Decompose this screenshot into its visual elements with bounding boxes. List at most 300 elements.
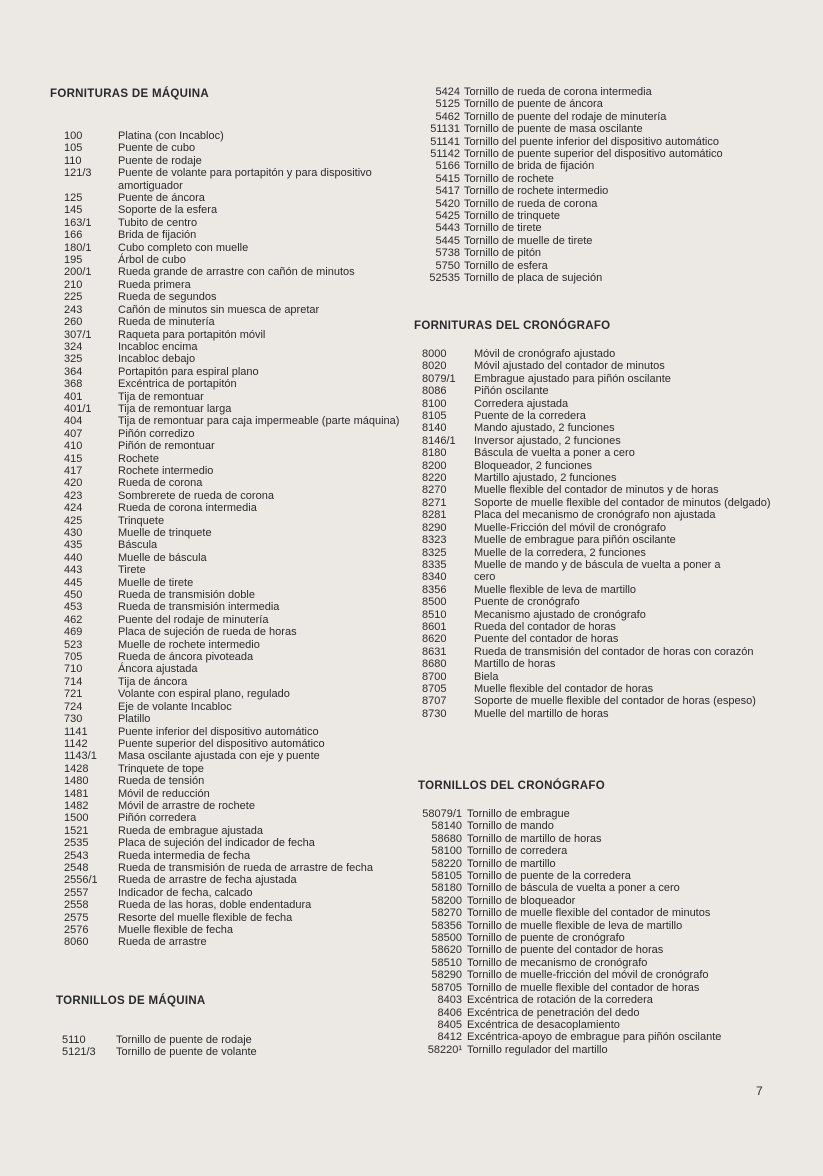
part-description: Tornillo de báscula de vuelta a poner a cero bbox=[467, 882, 680, 895]
part-code: 324 bbox=[64, 340, 83, 353]
list-item bbox=[64, 341, 420, 353]
part-description: Puente de cubo bbox=[118, 142, 196, 155]
list-item bbox=[64, 515, 420, 527]
list-item bbox=[412, 870, 778, 882]
list-item bbox=[64, 688, 420, 700]
list-item bbox=[412, 272, 782, 284]
list-item bbox=[422, 348, 774, 360]
list-item bbox=[422, 547, 774, 559]
list-item bbox=[412, 111, 782, 123]
part-description: Rueda de transmisión intermedia bbox=[118, 601, 280, 614]
part-code: 1500 bbox=[64, 812, 89, 825]
part-description: Rueda de corona bbox=[118, 477, 203, 490]
part-description: Móvil de cronógrafo ajustado bbox=[474, 348, 616, 360]
list-item bbox=[64, 316, 420, 328]
part-description: Rochete bbox=[118, 452, 159, 465]
part-description: Soporte de muelle flexible del contador de minutos (delgado) bbox=[474, 496, 771, 509]
list-item bbox=[64, 812, 420, 824]
part-code: 8325 bbox=[422, 546, 447, 559]
list-item bbox=[422, 671, 774, 683]
part-code: 2576 bbox=[64, 924, 89, 936]
list-item bbox=[422, 621, 774, 633]
list-item bbox=[64, 254, 420, 266]
list-item bbox=[64, 837, 420, 849]
part-description: Rueda grande de arrastre con cañón de minutos bbox=[118, 266, 355, 279]
part-description: Excéntrica de rotación de la corredera bbox=[467, 994, 653, 1007]
list-item bbox=[412, 1044, 778, 1056]
list-item bbox=[64, 788, 420, 800]
part-description: Tornillo de puente de rodaje bbox=[116, 1034, 252, 1046]
part-code: 1143/1 bbox=[64, 750, 97, 763]
part-code: 58356 bbox=[431, 919, 462, 932]
list-item bbox=[412, 86, 782, 98]
list-item bbox=[412, 920, 778, 932]
part-description: Incabloc encima bbox=[118, 340, 198, 353]
list-item bbox=[412, 98, 782, 110]
part-description: Mecanismo ajustado de cronógrafo bbox=[474, 608, 646, 621]
part-description: Masa oscilante ajustada con eje y puente bbox=[118, 750, 320, 763]
chrono-parts-list bbox=[422, 348, 774, 720]
part-code: 724 bbox=[64, 700, 83, 713]
list-item bbox=[64, 440, 420, 452]
list-item bbox=[412, 820, 778, 832]
part-description: Tija de remontuar larga bbox=[118, 402, 232, 415]
list-item bbox=[64, 874, 420, 886]
part-description: Rueda de corona intermedia bbox=[118, 502, 257, 515]
part-description: Tornillo de rochete bbox=[464, 172, 554, 185]
part-description: Cubo completo con muelle bbox=[118, 241, 249, 254]
part-code: 8705 bbox=[422, 682, 447, 695]
list-item bbox=[64, 552, 420, 564]
list-item bbox=[422, 385, 774, 397]
part-description: Tornillo de muelle flexible del contador de minutos bbox=[467, 907, 711, 920]
machine-screws-list-right bbox=[412, 86, 782, 285]
list-item bbox=[64, 353, 420, 365]
part-description: Muelle flexible del contador de minutos y de horas bbox=[474, 484, 719, 497]
part-code: 8180 bbox=[422, 447, 447, 460]
part-description: Puente superior del dispositivo automático bbox=[118, 737, 325, 750]
list-item bbox=[422, 646, 774, 658]
list-item bbox=[64, 676, 420, 688]
part-code: 368 bbox=[64, 378, 83, 391]
part-description: Tornillo de mando bbox=[467, 820, 554, 833]
list-item bbox=[422, 559, 774, 571]
list-item bbox=[64, 763, 420, 775]
list-item bbox=[64, 403, 420, 415]
part-description: Martillo ajustado, 2 funciones bbox=[474, 472, 617, 485]
part-code: 2557 bbox=[64, 886, 89, 899]
list-item bbox=[422, 596, 774, 608]
list-item bbox=[64, 639, 420, 651]
part-code: 443 bbox=[64, 564, 83, 577]
part-description: Corredera ajustada bbox=[474, 397, 569, 410]
part-description: Rueda de arrastre de fecha ajustada bbox=[118, 874, 297, 887]
part-code: 1481 bbox=[64, 787, 89, 800]
list-item bbox=[64, 465, 420, 477]
part-code: 453 bbox=[64, 601, 83, 614]
part-description: Tornillo de puente de volante bbox=[116, 1046, 257, 1059]
list-item bbox=[64, 601, 420, 613]
part-code: 58510 bbox=[431, 956, 462, 969]
part-description: Puente del rodaje de minutería bbox=[118, 613, 269, 626]
part-code: 462 bbox=[64, 613, 83, 626]
part-description: Báscula de vuelta a poner a cero bbox=[474, 447, 635, 460]
part-code: 424 bbox=[64, 502, 83, 515]
part-description: Árbol de cubo bbox=[118, 254, 186, 267]
part-description: Tornillo de placa de sujeción bbox=[464, 272, 603, 285]
part-code: 8412 bbox=[437, 1031, 462, 1044]
part-code: 58620 bbox=[431, 944, 462, 957]
part-code: 523 bbox=[64, 638, 83, 651]
list-item bbox=[422, 534, 774, 546]
part-code: 51142 bbox=[430, 148, 460, 161]
part-description: Tornillo de puente del contador de horas bbox=[467, 944, 664, 957]
list-item bbox=[422, 373, 774, 385]
list-item bbox=[64, 899, 420, 911]
part-code: 125 bbox=[64, 192, 83, 205]
part-description: Puente de la corredera bbox=[474, 410, 586, 423]
part-code: 58705 bbox=[431, 981, 462, 994]
part-code: 105 bbox=[64, 142, 83, 155]
machine-screws-list-left bbox=[62, 1034, 362, 1059]
list-item bbox=[422, 435, 774, 447]
part-code: 423 bbox=[64, 489, 83, 502]
list-item bbox=[412, 260, 782, 272]
list-item bbox=[422, 584, 774, 596]
part-code: 8406 bbox=[437, 1006, 462, 1019]
part-description: Tornillo de puente de cronógrafo bbox=[467, 932, 625, 945]
part-description: Indicador de fecha, calcado bbox=[118, 886, 253, 899]
part-code: 58200 bbox=[431, 894, 462, 907]
list-item bbox=[422, 695, 774, 707]
part-description: Áncora ajustada bbox=[118, 663, 198, 676]
part-description: Muelle de tirete bbox=[118, 576, 194, 589]
part-code: 5445 bbox=[435, 234, 460, 247]
part-description: Tornillo del puente inferior del dispositivo automático bbox=[464, 135, 719, 148]
part-code: 8105 bbox=[422, 410, 447, 423]
part-code: 445 bbox=[64, 576, 83, 589]
list-item bbox=[64, 329, 420, 341]
list-item bbox=[64, 279, 420, 291]
part-code: 8000 bbox=[422, 348, 447, 360]
part-code: 5110 bbox=[62, 1034, 86, 1046]
part-description: Muelle flexible de fecha bbox=[118, 924, 233, 936]
list-item bbox=[412, 882, 778, 894]
part-code: 401/1 bbox=[64, 402, 92, 415]
part-description: Muelle flexible del contador de horas bbox=[474, 682, 654, 695]
list-item bbox=[422, 509, 774, 521]
part-description: Rueda de arrastre bbox=[118, 936, 207, 949]
list-item bbox=[64, 453, 420, 465]
part-code: 8730 bbox=[422, 707, 447, 720]
part-code: 58220 bbox=[431, 857, 462, 870]
part-description: Rueda intermedia de fecha bbox=[118, 849, 251, 862]
part-code: 163/1 bbox=[64, 216, 92, 229]
part-code: 8146/1 bbox=[422, 434, 456, 447]
list-item bbox=[64, 825, 420, 837]
part-description: Placa de sujeción del indicador de fecha bbox=[118, 837, 315, 850]
part-code: 8510 bbox=[422, 608, 447, 621]
part-description: Puente de rodaje bbox=[118, 154, 202, 167]
part-code: 8601 bbox=[422, 620, 447, 633]
part-description: Rueda de áncora pivoteada bbox=[118, 651, 254, 664]
part-code: 200/1 bbox=[64, 266, 92, 279]
part-code: 52535 bbox=[429, 272, 460, 285]
list-item bbox=[64, 242, 420, 254]
part-description: cero bbox=[474, 571, 496, 584]
list-item bbox=[64, 167, 420, 192]
part-description: Muelle de rochete intermedio bbox=[118, 638, 260, 651]
list-item bbox=[64, 750, 420, 762]
part-description: Tornillo de mecanismo de cronógrafo bbox=[467, 956, 648, 969]
part-code: 435 bbox=[64, 539, 83, 552]
part-code: 307/1 bbox=[64, 328, 92, 341]
part-description: Incabloc debajo bbox=[118, 353, 196, 366]
list-item bbox=[412, 1031, 778, 1043]
part-code: 110 bbox=[64, 154, 82, 167]
part-code: 5424 bbox=[435, 86, 460, 98]
list-item bbox=[422, 633, 774, 645]
part-code: 714 bbox=[64, 675, 83, 688]
part-code: 417 bbox=[64, 464, 83, 477]
part-code: 100 bbox=[64, 130, 83, 142]
part-code: 180/1 bbox=[64, 241, 92, 254]
part-code: 8200 bbox=[422, 459, 447, 472]
list-item bbox=[412, 198, 782, 210]
part-code: 1480 bbox=[64, 775, 89, 788]
part-code: 364 bbox=[64, 365, 83, 378]
part-description: Rueda de las horas, doble endentadura bbox=[118, 899, 312, 912]
list-item bbox=[64, 378, 420, 390]
part-description: Móvil de arrastre de rochete bbox=[118, 799, 255, 812]
part-code: 425 bbox=[64, 514, 83, 527]
part-code: 401 bbox=[64, 390, 83, 403]
part-code: 8079/1 bbox=[422, 372, 456, 385]
page-number: 7 bbox=[756, 1084, 763, 1098]
list-item bbox=[64, 229, 420, 241]
part-code: 8290 bbox=[422, 521, 447, 534]
list-item bbox=[64, 428, 420, 440]
part-description: Tornillo de muelle flexible del contador de horas bbox=[467, 981, 700, 994]
part-description: Inversor ajustado, 2 funciones bbox=[474, 434, 621, 447]
part-description: Trinquete bbox=[118, 514, 165, 527]
part-code: 8403 bbox=[437, 994, 462, 1007]
list-item bbox=[64, 415, 420, 427]
part-description: Móvil ajustado del contador de minutos bbox=[474, 360, 665, 373]
part-description: Rueda de segundos bbox=[118, 291, 217, 304]
part-code: 407 bbox=[64, 427, 83, 440]
list-item bbox=[422, 683, 774, 695]
part-code: 166 bbox=[64, 229, 83, 242]
list-item bbox=[412, 1007, 778, 1019]
part-code: 1141 bbox=[64, 725, 88, 738]
part-code: 721 bbox=[64, 688, 83, 701]
list-item bbox=[64, 713, 420, 725]
part-description: Puente del contador de horas bbox=[474, 633, 619, 646]
part-code: 1482 bbox=[64, 799, 89, 812]
part-code: 121/3 bbox=[64, 167, 92, 180]
part-description: Puente de volante para portapitón y para dispositivo amortiguador bbox=[118, 167, 372, 192]
part-code: 58105 bbox=[431, 870, 462, 883]
list-item bbox=[64, 217, 420, 229]
part-code: 5417 bbox=[435, 185, 460, 198]
part-description: Tornillo de muelle-fricción del móvil de cronógrafo bbox=[467, 969, 709, 982]
part-description: Volante con espiral plano, regulado bbox=[118, 688, 290, 701]
list-item bbox=[64, 192, 420, 204]
part-code: 260 bbox=[64, 316, 83, 329]
part-code: 8220 bbox=[422, 472, 447, 485]
list-item bbox=[64, 850, 420, 862]
list-item bbox=[64, 862, 420, 874]
part-description: Rochete intermedio bbox=[118, 464, 214, 477]
part-description: Excéntrica de portapitón bbox=[118, 378, 237, 391]
list-item bbox=[422, 422, 774, 434]
list-item bbox=[422, 460, 774, 472]
list-item bbox=[412, 185, 782, 197]
part-code: 210 bbox=[64, 278, 83, 291]
part-code: 2535 bbox=[64, 837, 89, 850]
list-item bbox=[422, 484, 774, 496]
list-item bbox=[412, 247, 782, 259]
part-code: 404 bbox=[64, 415, 83, 428]
part-code: 410 bbox=[64, 440, 83, 453]
list-item bbox=[64, 155, 420, 167]
part-description: Trinquete de tope bbox=[118, 762, 204, 775]
part-code: 2548 bbox=[64, 861, 89, 874]
list-item bbox=[64, 651, 420, 663]
list-item bbox=[412, 160, 782, 172]
list-item bbox=[412, 136, 782, 148]
part-description: Piñón oscilante bbox=[474, 385, 549, 398]
chrono-screws-list bbox=[412, 808, 778, 1056]
part-code: 8707 bbox=[422, 695, 447, 708]
part-code: 8271 bbox=[422, 496, 447, 509]
part-description: Placa del mecanismo de cronógrafo non ajustada bbox=[474, 509, 716, 522]
list-item bbox=[412, 833, 778, 845]
part-description: Rueda de embrague ajustada bbox=[118, 824, 263, 837]
machine-parts-list bbox=[64, 130, 420, 949]
part-code: 51141 bbox=[430, 135, 460, 148]
list-item bbox=[422, 708, 774, 720]
part-code: 8631 bbox=[422, 645, 447, 658]
part-code: 5121/3 bbox=[62, 1046, 96, 1059]
part-code: 8700 bbox=[422, 670, 447, 683]
part-code: 58100 bbox=[431, 845, 462, 858]
list-item bbox=[422, 609, 774, 621]
part-code: 5425 bbox=[435, 210, 460, 223]
part-code: 2543 bbox=[64, 849, 89, 862]
part-description: Móvil de reducción bbox=[118, 787, 210, 800]
part-description: Tija de remontuar para caja impermeable (parte máquina) bbox=[118, 415, 400, 428]
part-description: Tornillo de martillo de horas bbox=[467, 832, 602, 845]
part-description: Rueda de transmisión doble bbox=[118, 589, 255, 602]
part-code: 8020 bbox=[422, 360, 447, 373]
part-code: 5415 bbox=[435, 172, 460, 185]
list-item bbox=[64, 366, 420, 378]
part-description: Tornillo de pitón bbox=[464, 247, 542, 260]
part-description: Piñón corredizo bbox=[118, 427, 195, 440]
list-item bbox=[64, 738, 420, 750]
list-item bbox=[412, 210, 782, 222]
part-code: 58140 bbox=[431, 820, 462, 833]
part-description: Tornillo de rueda de corona intermedia bbox=[464, 86, 652, 98]
list-item bbox=[64, 626, 420, 638]
part-code: 5462 bbox=[435, 110, 460, 123]
list-item bbox=[412, 845, 778, 857]
part-description: Platillo bbox=[118, 713, 151, 726]
part-description: Tirete bbox=[118, 564, 146, 577]
list-item bbox=[412, 895, 778, 907]
part-description: Biela bbox=[474, 670, 499, 683]
part-code: 58680 bbox=[431, 832, 462, 845]
list-item bbox=[412, 932, 778, 944]
list-item bbox=[62, 1034, 362, 1046]
part-description: Tornillo de trinquete bbox=[464, 210, 561, 223]
part-description: Tornillo de brida de fijación bbox=[464, 160, 595, 173]
part-code: 8340 bbox=[422, 571, 447, 584]
part-description: Soporte de la esfera bbox=[118, 204, 218, 217]
part-code: 5166 bbox=[435, 160, 460, 173]
list-item bbox=[64, 142, 420, 154]
list-item bbox=[412, 123, 782, 135]
part-code: 1521 bbox=[64, 824, 89, 837]
list-item bbox=[64, 912, 420, 924]
list-item bbox=[64, 527, 420, 539]
part-description: Excéntrica de penetración del dedo bbox=[467, 1006, 640, 1019]
part-description: Tija de remontuar bbox=[118, 390, 204, 403]
part-description: Eje de volante Incabloc bbox=[118, 700, 232, 713]
list-item bbox=[412, 148, 782, 160]
part-code: 58079/1 bbox=[422, 808, 462, 820]
list-item bbox=[64, 701, 420, 713]
part-description: Piñón de remontuar bbox=[118, 440, 215, 453]
part-description: Tornillo de corredera bbox=[467, 845, 568, 858]
list-item bbox=[64, 130, 420, 142]
part-description: Cañón de minutos sin muesca de apretar bbox=[118, 303, 320, 316]
part-description: Puente inferior del dispositivo automático bbox=[118, 725, 319, 738]
part-code: 8405 bbox=[437, 1018, 462, 1031]
part-code: 5443 bbox=[435, 222, 460, 235]
part-description: Brida de fijación bbox=[118, 229, 197, 242]
list-item bbox=[412, 982, 778, 994]
part-description: Tornillo de bloqueador bbox=[467, 894, 576, 907]
part-code: 8680 bbox=[422, 658, 447, 671]
part-code: 5125 bbox=[435, 98, 460, 111]
part-description: Tija de áncora bbox=[118, 675, 188, 688]
list-item bbox=[64, 589, 420, 601]
part-code: 430 bbox=[64, 527, 83, 539]
list-item bbox=[412, 858, 778, 870]
list-item bbox=[64, 924, 420, 936]
part-description: Tornillo regulador del martillo bbox=[467, 1043, 608, 1056]
part-description: Tornillo de martillo bbox=[467, 857, 556, 870]
part-code: 2556/1 bbox=[64, 874, 98, 887]
part-code: 58180 bbox=[431, 882, 462, 895]
list-item bbox=[64, 614, 420, 626]
part-description: Placa de sujeción de rueda de horas bbox=[118, 626, 297, 639]
part-code: 195 bbox=[64, 254, 83, 267]
part-description: Muelle del martillo de horas bbox=[474, 707, 609, 720]
part-code: 420 bbox=[64, 477, 83, 490]
list-item bbox=[412, 907, 778, 919]
part-description: Piñón corredera bbox=[118, 812, 197, 825]
list-item bbox=[64, 936, 420, 948]
list-item bbox=[412, 235, 782, 247]
part-description: Tornillo de puente de áncora bbox=[464, 98, 603, 111]
part-description: Excéntrica de desacoplamiento bbox=[467, 1018, 620, 1031]
part-code: 145 bbox=[64, 204, 83, 217]
part-description: Bloqueador, 2 funciones bbox=[474, 459, 593, 472]
